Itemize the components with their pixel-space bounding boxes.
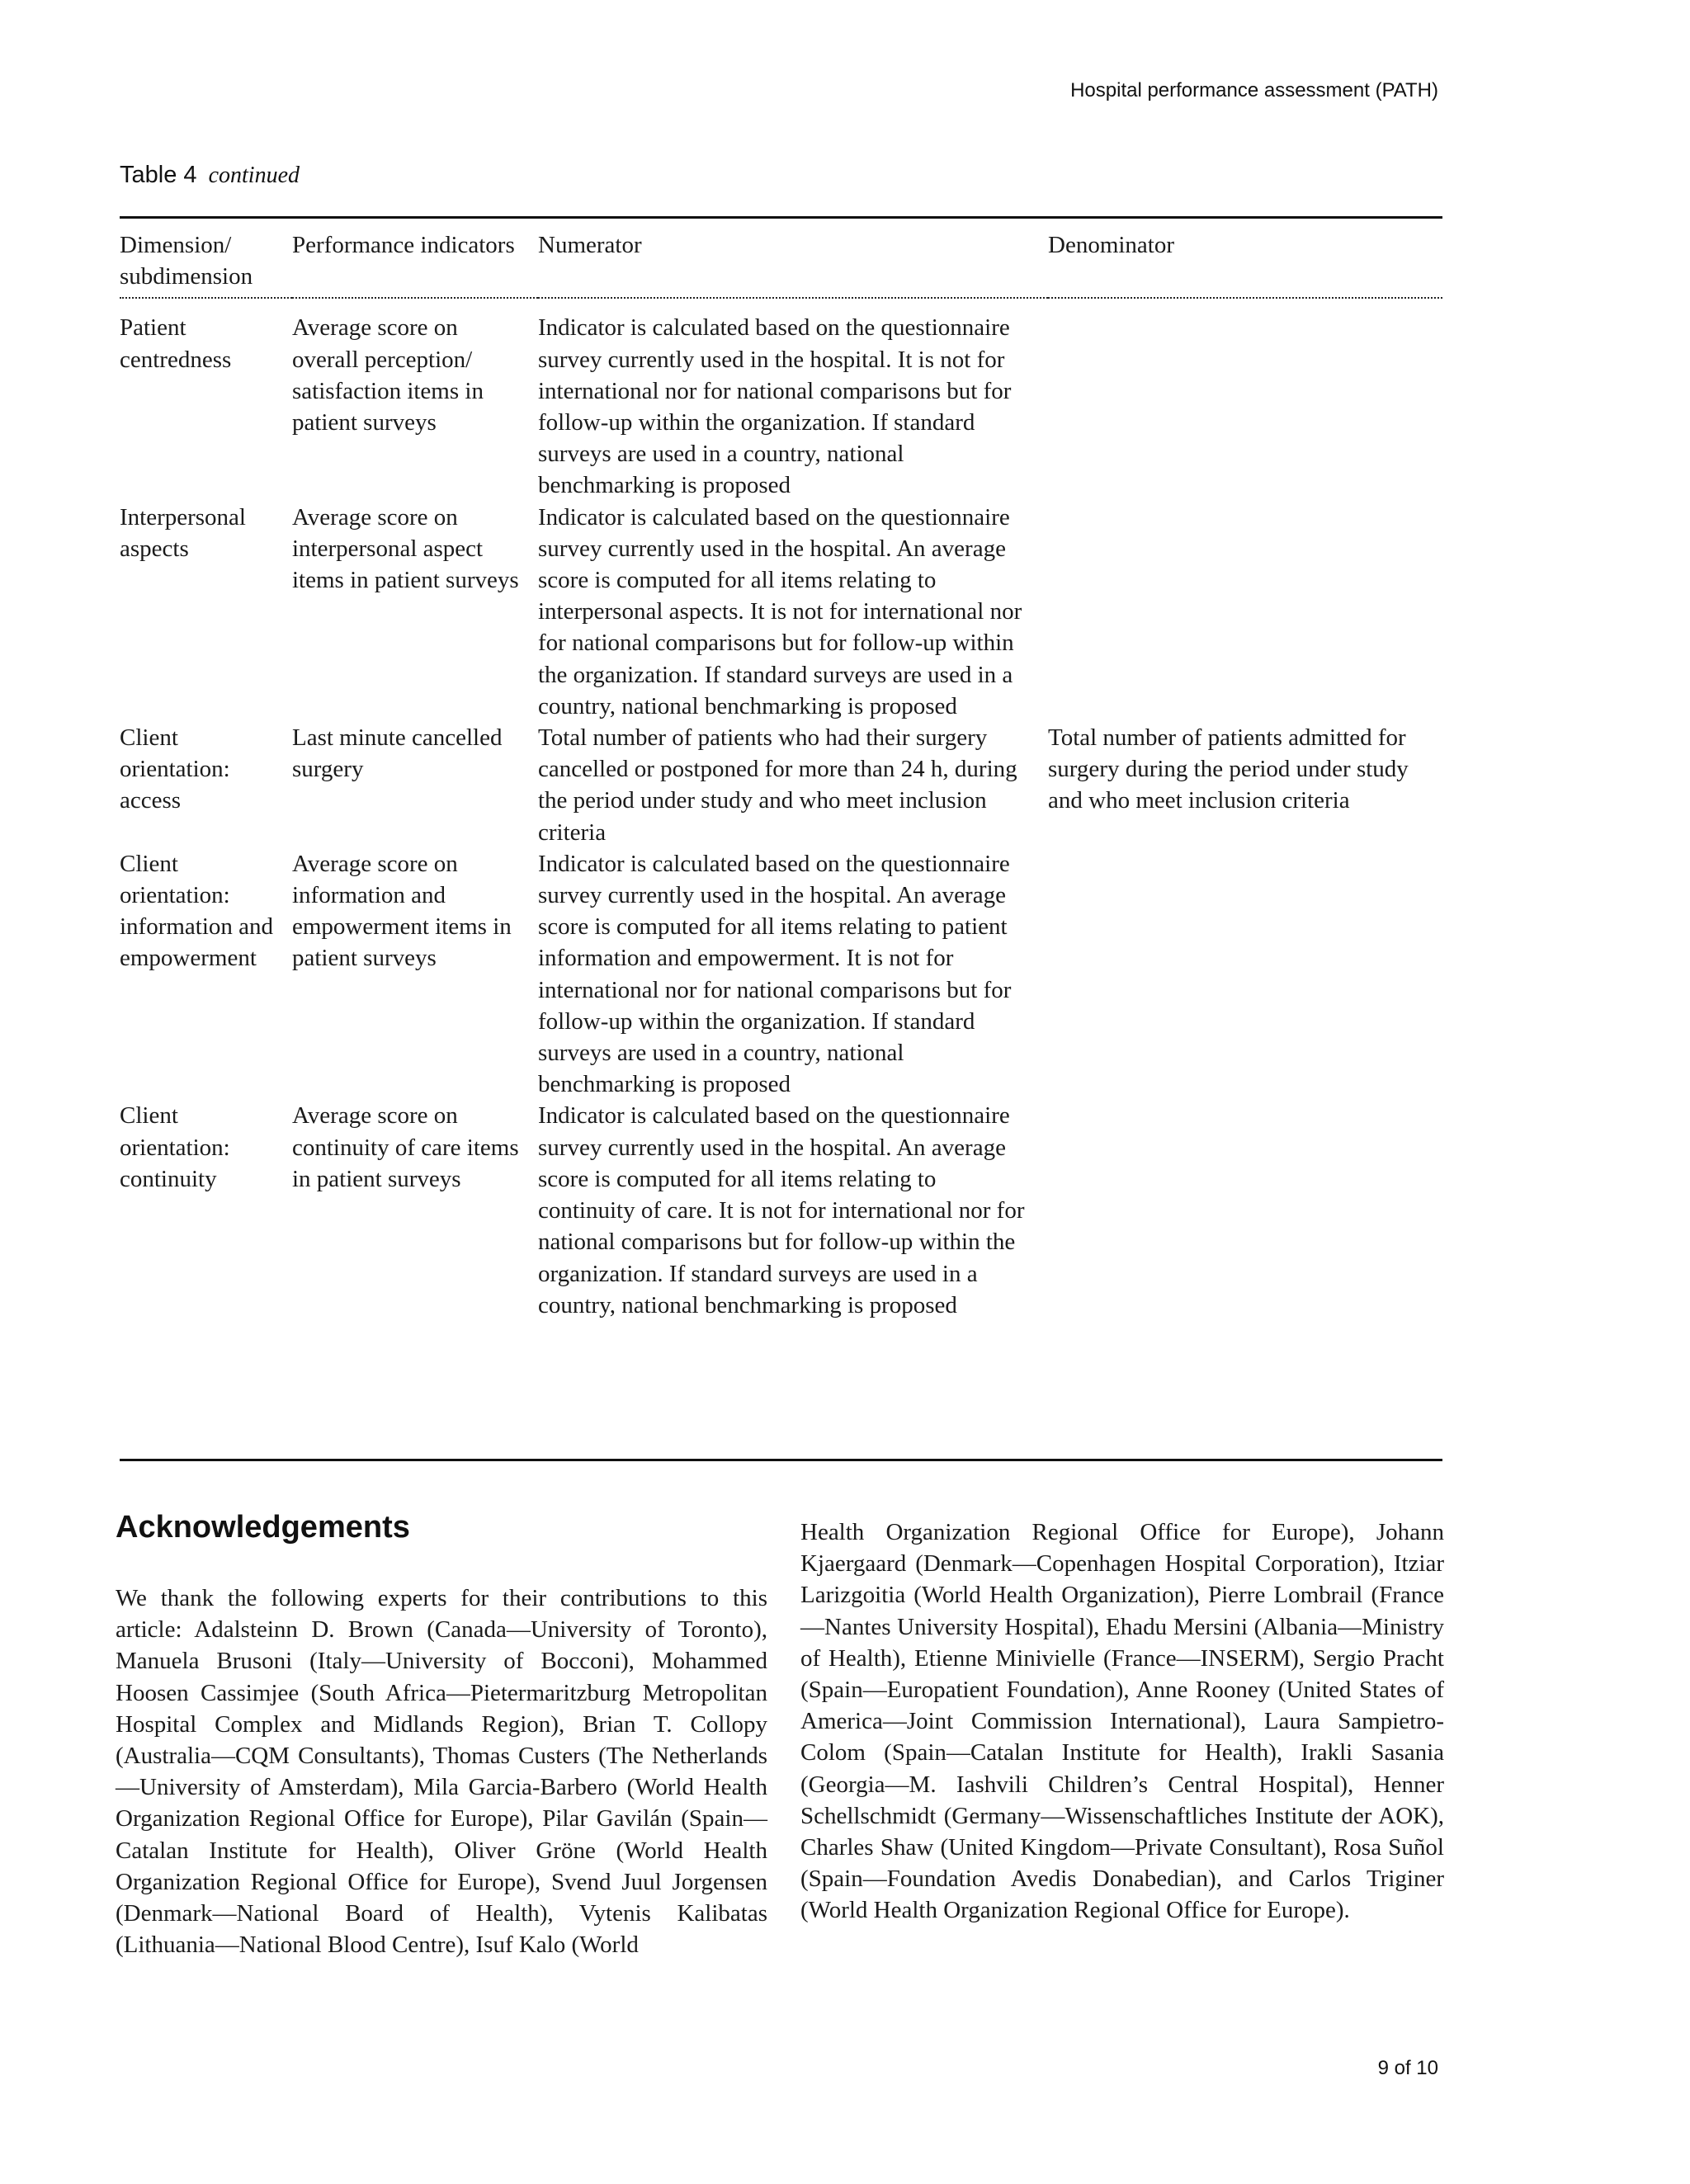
cell-indicator: Average score on continuity of care items in patient surveys — [292, 1102, 519, 1192]
cell-denominator — [1048, 502, 1442, 722]
cell-numerator: Indicator is calculated based on the questionnaire survey currently used in the hospital. An average score is computed for all items relating to interpersonal aspects. It is not for international nor for national comparisons but for follow-up within the organization. If standard surveys are used in a country, national benchmarking is proposed — [538, 503, 1022, 719]
table-row — [120, 502, 1442, 722]
table-caption-label: Table 4 — [120, 162, 197, 188]
cell-dimension: Interpersonal aspects — [120, 503, 246, 562]
cell-denominator — [1048, 1100, 1442, 1320]
cell-dimension: Client orientation: information and empowerment — [120, 850, 274, 972]
cell-numerator: Indicator is calculated based on the questionnaire survey currently used in the hospital. An average score is computed for all items relating to continuity of care. It is not for international nor for national comparisons but for follow-up within the organization. If standard surveys are used in a country, national benchmarking is proposed — [538, 1102, 1025, 1318]
cell-numerator: Total number of patients who had their surgery cancelled or postponed for more than 24 h, during the period under study and who meet inclusion criteria — [538, 724, 1017, 846]
page-number: 9 of 10 — [1377, 2057, 1438, 2079]
indicator-table — [120, 229, 1442, 1321]
cell-dimension: Client orientation: continuity — [120, 1102, 230, 1192]
cell-denominator — [1048, 298, 1442, 501]
cell-numerator: Indicator is calculated based on the questionnaire survey currently used in the hospital. An average score is computed for all items relating to patient information and empowerment. It is not for international nor for national comparisons but for follow-up within the organization. If standard surveys are used in a country, national benchmarking is proposed — [538, 850, 1012, 1098]
cell-indicator: Last minute cancelled surgery — [292, 724, 503, 783]
table-bottom-rule — [120, 1459, 1442, 1461]
header-denominator: Denominator — [1048, 229, 1442, 298]
table-caption — [120, 162, 300, 189]
cell-indicator: Average score on overall perception/ satisfaction items in patient surveys — [292, 314, 484, 436]
table-row — [120, 848, 1442, 1101]
table-row — [120, 722, 1442, 848]
cell-denominator — [1048, 848, 1442, 1101]
running-head: Hospital performance assessment (PATH) — [1070, 79, 1438, 101]
acknowledgements-heading: Acknowledgements — [116, 1510, 410, 1545]
table-row — [120, 298, 1442, 501]
cell-indicator: Average score on information and empowerment items in patient surveys — [292, 850, 512, 972]
table-header-row — [120, 229, 1442, 298]
acknowledgements-left-column: We thank the following experts for their contributions to this article: Adalsteinn D. Brown (Canada—University of Toronto), Manuela Brusoni (Italy—University of Bocconi), Mohammed Hoosen Cassimjee (South Africa—Pietermaritzburg Metropolitan Hospital Complex and Midlands Region), Brian T. Collopy (Australia—CQM Consultants), Thomas Custers (The Netherlands—University of Amsterdam), Mila Garcia-Barbero (World Health Organization Regional Office for Europe), Pilar Gavilán (Spain—Catalan Institute for Health), Oliver Gröne (World Health Organization Regional Office for Europe), Svend Juul Jorgensen (Denmark—National Board of Health), Vytenis Kalibatas (Lithuania—National Blood Centre), Isuf Kalo (World — [116, 1585, 767, 1959]
table-top-rule — [120, 216, 1442, 219]
cell-numerator: Indicator is calculated based on the questionnaire survey currently used in the hospital. It is not for international nor for national comparisons but for follow-up within the organization. If standard surveys are used in a country, national benchmarking is proposed — [538, 314, 1012, 499]
cell-indicator: Average score on interpersonal aspect items in patient surveys — [292, 503, 519, 594]
cell-dimension: Client orientation: access — [120, 724, 230, 814]
cell-denominator: Total number of patients admitted for surgery during the period under study and who meet inclusion criteria — [1048, 724, 1409, 814]
header-numerator: Numerator — [538, 229, 1048, 298]
header-performance-indicators: Performance indicators — [292, 229, 538, 298]
table-row — [120, 1100, 1442, 1320]
acknowledgements-right-column: Health Organization Regional Office for Europe), Johann Kjaergaard (Denmark—Copenhagen Hospital Corporation), Itziar Larizgoitia (World Health Organization), Pierre Lombrail (France—Nantes University Hospital), Ehadu Mersini (Albania—Ministry of Health), Etienne Minivielle (France—INSERM), Sergio Pracht (Spain—Europatient Foundation), Anne Rooney (United States of America—Joint Commission International), Laura Sampietro-Colom (Spain—Catalan Institute for Health), Irakli Sasania (Georgia—M. Iashvili Children’s Central Hospital), Henner Schellschmidt (Germany—Wissenschaftliches Institute der AOK), Charles Shaw (United Kingdom—Private Consultant), Rosa Suñol (Spain—Foundation Avedis Donabedian), and Carlos Triginer (World Health Organization Regional Office for Europe). — [800, 1519, 1444, 1924]
table-caption-note: continued — [208, 163, 300, 188]
cell-dimension: Patient centredness — [120, 314, 232, 373]
header-dimension: Dimension/ subdimension — [120, 229, 292, 298]
